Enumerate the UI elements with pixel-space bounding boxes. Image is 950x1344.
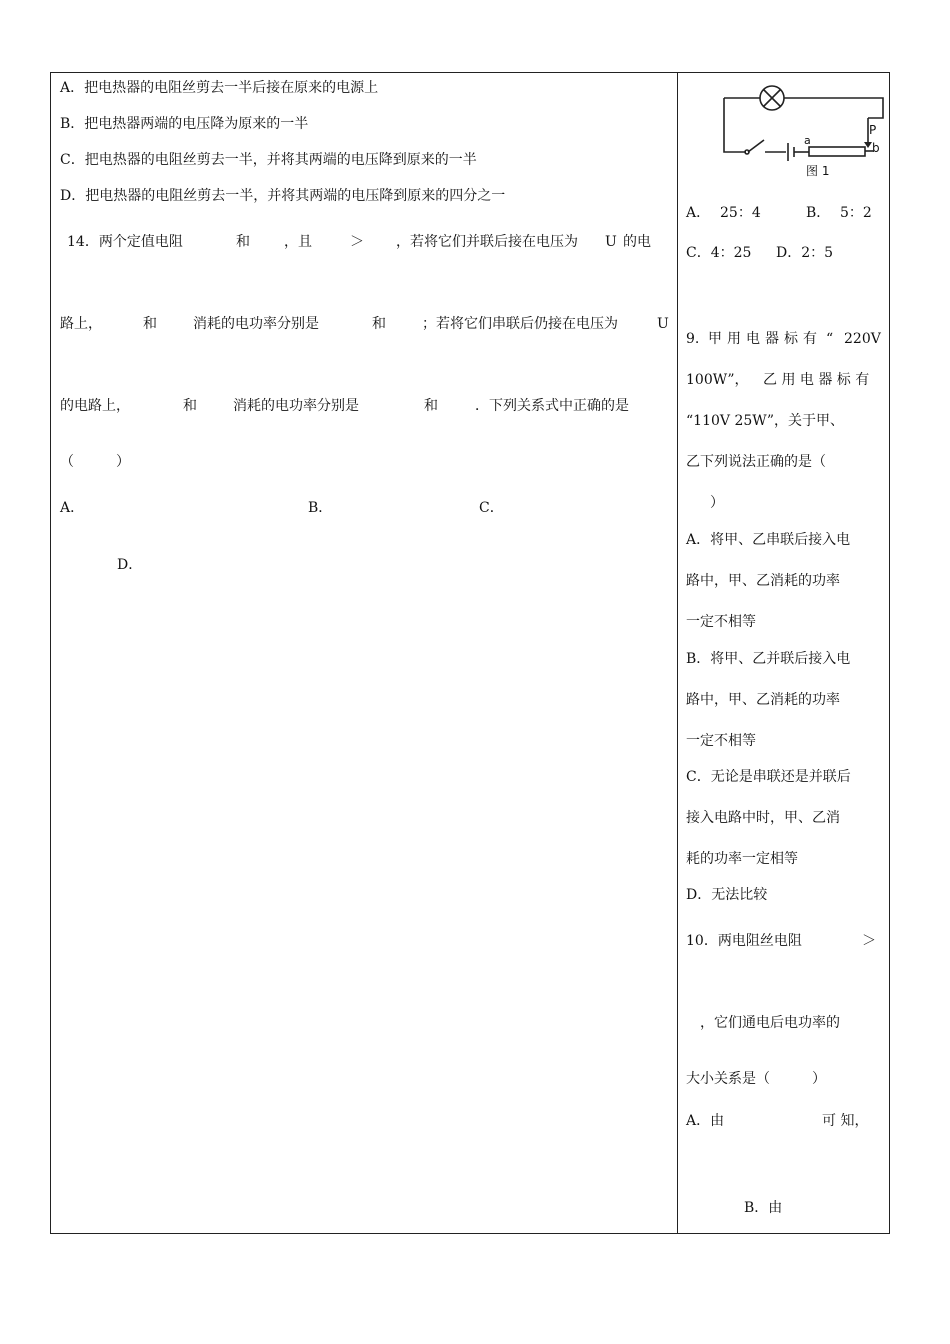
q8-option-b: B． [806,205,831,221]
q9-option-c: C．无论是串联还是并联后 [686,769,851,785]
q14-text: ，若将它们并联后接在电压为 [396,234,578,250]
q8-option-b-value: 5：2 [840,205,872,221]
q14-option-b: B． [308,500,333,516]
q8-option-d: D．2：5 [776,245,834,261]
q13-option-c: C．把电热器的电阻丝剪去一半，并将其两端的电压降到原来的一半 [60,152,477,168]
q9-option-c: 接入电路中时，甲、乙消 [686,810,840,826]
q8-option-a-value: 25：4 [720,205,761,221]
q13-option-a: A．把电热器的电阻丝剪去一半后接在原来的电源上 [60,80,379,96]
circuit-wire [724,98,746,152]
q14-text: ；若将它们串联后仍接在电压为 [422,316,618,332]
switch-icon [748,140,764,152]
q14-option-c: C． [479,500,504,516]
q14-text: ．下列关系式中正确的是 [475,398,629,414]
q9-option-b: 路中，甲、乙消耗的功率 [686,692,840,708]
q9-option-b: B．将甲、乙并联后接入电 [686,651,851,667]
switch-contact [745,150,749,154]
q10-option-b: B．由 [744,1200,783,1216]
q14-text: 消耗的电功率分别是 [233,398,359,414]
q10-text: 大小关系是（ ） [686,1071,826,1087]
q14-text: 14．两个定值电阻 [67,234,183,250]
q14-text: 消耗的电功率分别是 [193,316,319,332]
q14-text: ＞ [350,234,364,250]
label-b: b [872,141,880,155]
q14-text: 路上， [60,316,102,332]
q14-text: 的电路上， [60,398,130,414]
q10-text: ，它们通电后电功率的 [700,1015,840,1031]
q9-text: ） [710,495,724,511]
q10-text: 10．两电阻丝电阻 [686,933,802,949]
q10-option-a: 可 知， [822,1113,869,1129]
q9-text: 甲 [708,331,722,347]
q14-text: 和 [372,316,386,332]
q14-option-a: A． [60,500,85,516]
q13-option-b: B．把电热器两端的电压降为原来的一半 [60,116,309,132]
label-p: P [869,123,877,137]
q10-text: ＞ [862,933,876,949]
q14-answer-paren: （ ） [60,454,130,470]
q9-text: 乙 用 电 器 标 有 [763,372,870,388]
q9-text: “ [826,331,834,347]
q9-text: 电 [746,331,760,347]
q14-option-d: D． [117,557,143,573]
q9-text: 器 [765,331,779,347]
q9-option-c: 耗的功率一定相等 [686,851,798,867]
q9-text: “110V 25W”，关于甲、 [686,413,845,429]
q13-option-d: D．把电热器的电阻丝剪去一半，并将其两端的电压降到原来的四分之一 [60,188,506,204]
q14-text: U [605,234,617,250]
q9-text: 220V [844,331,881,347]
q14-text: 的电 [623,234,651,250]
q14-text: 和 [236,234,250,250]
circuit-wire [784,98,883,118]
q9-option-b: 一定不相等 [686,733,756,749]
q9-text: 乙下列说法正确的是（ [686,454,826,470]
q9-text: 标 [784,331,798,347]
q14-text: U [657,316,669,332]
q14-text: 和 [183,398,197,414]
q9-text: 有 [803,331,817,347]
figure-caption: 图 1 [806,164,830,178]
q8-option-c: C．4：25 [686,245,752,261]
q9-option-a: A．将甲、乙串联后接入电 [686,532,851,548]
q8-option-a: A． [686,205,711,221]
label-a: a [804,134,811,147]
q14-text: 和 [424,398,438,414]
q9-option-a: 一定不相等 [686,614,756,630]
q9-option-a: 路中，甲、乙消耗的功率 [686,573,840,589]
q9-text: 100W”， [686,372,749,388]
column-divider [677,72,678,1234]
q9-text: 用 [727,331,741,347]
rheostat-icon [809,147,865,156]
circuit-figure [716,82,892,182]
q14-text: ，且 [284,234,312,250]
q9-option-d: D．无法比较 [686,887,768,903]
q10-option-a: A．由 [686,1113,725,1129]
q14-text: 和 [143,316,157,332]
q9-text: 9. [686,331,700,347]
